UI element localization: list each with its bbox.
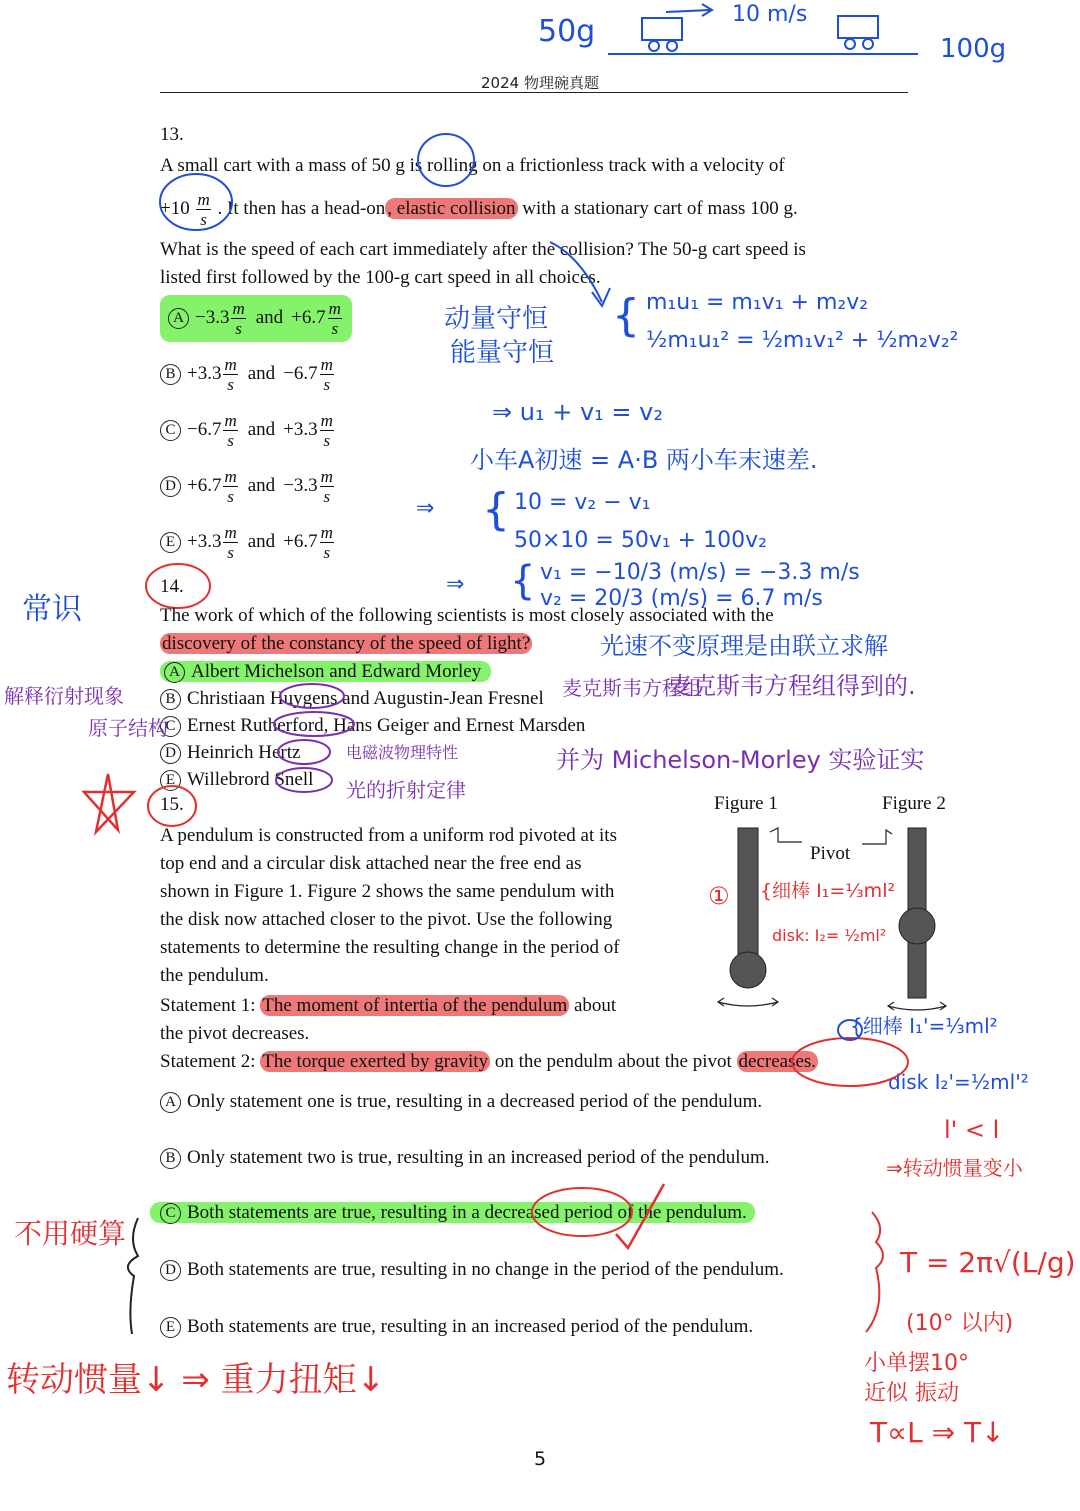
note-disk2: disk I₂'=½ml'² — [888, 1070, 1029, 1094]
note-disk1: disk: I₂= ½ml² — [772, 926, 887, 945]
q13-line2-post: with a stationary cart of mass 100 g. — [517, 197, 798, 219]
q14-line2-wrap — [160, 630, 532, 657]
q15-statement1-line2: the pivot decreases. — [160, 1023, 310, 1044]
note-eq7: v₂ = 20/3 (m/s) = 6.7 m/s — [540, 586, 823, 611]
note-brace: { — [612, 290, 640, 341]
note-implies: ⇒ — [416, 496, 435, 521]
note-rod2: {细棒 I₁'=⅓ml² — [850, 1014, 998, 1038]
q13-option-a[interactable]: A −3.3 $\frac{m}{s}$ and +6.7 $\frac{m}{s}$ — [160, 292, 352, 344]
q13-line2-mid: . It then has a head-on — [217, 197, 386, 219]
note-eq1: m₁u₁ = m₁v₁ + m₂v₂ — [646, 290, 869, 315]
q13-line4: listed first followed by the 100-g cart speed in all choices. — [160, 267, 601, 288]
note-eq6: v₁ = −10/3 (m/s) = −3.3 m/s — [540, 560, 860, 585]
q13-option-d[interactable]: D +6.7 $\frac{m}{s}$ and −3.3 $\frac{m}{s}$ — [160, 460, 336, 512]
figure1-label: Figure 1 — [714, 793, 778, 814]
note-right-bracket-icon — [860, 1208, 900, 1338]
note-eq5: 50×10 = 50v₁ + 100v₂ — [514, 528, 767, 553]
note-eq3: ⇒ u₁ + v₁ = v₂ — [492, 398, 663, 426]
note-implies2: ⇒ — [446, 572, 465, 597]
note-maxwell: 麦克斯韦方程组得到的. — [668, 672, 916, 700]
q13-option-b[interactable]: B +3.3 $\frac{m}{s}$ and −6.7 $\frac{m}{s}$ — [160, 348, 336, 400]
q13-circle-marks — [150, 126, 490, 236]
note-initial-speed: 小车A初速 = A·B 两小车末速差. — [470, 446, 818, 474]
q13-option-e[interactable]: E +3.3 $\frac{m}{s}$ and +6.7 $\frac{m}{s}$ — [160, 516, 336, 568]
q14-line1: The work of which of the following scientists is most closely associated with the — [160, 605, 774, 626]
note-no-calc: 不用硬算 — [14, 1217, 127, 1250]
pivot-label: Pivot — [810, 843, 851, 864]
q15-paragraph: A pendulum is constructed from a uniform rod pivoted at its top end and a circular disk attached near the free end as shown in Figure 1. Figure 2 shows the same pendulum with the disk now attached closer to the pivot. Use the following statements to determine the resulting change in the period of the pendulum. — [160, 825, 620, 986]
q14-option-a[interactable]: A Albert Michelson and Edward Morley — [160, 658, 491, 685]
note-bottom-conclusion: 转动惯量↓ ⇒ 重力扭矩↓ — [6, 1360, 386, 1400]
note-common-sense: 常识 — [22, 592, 82, 627]
q15-option-d[interactable]: D Both statements are true, resulting in no change in the period of the pendulum. — [160, 1256, 784, 1283]
note-snell: 光的折射定律 — [346, 778, 466, 802]
q14-option-e[interactable]: E Willebrord Snell — [160, 766, 313, 793]
figure2-label: Figure 2 — [882, 793, 946, 814]
pendulum-figures — [700, 818, 960, 1018]
q15-option-e[interactable]: E Both statements are true, resulting in an increased period of the pendulum. — [160, 1313, 753, 1340]
note-one: ① — [708, 882, 730, 910]
page-header: 2024 物理碗真题 — [481, 74, 599, 92]
q14-highlight-light: discovery of the constancy of the speed of light? — [162, 633, 531, 654]
q14-option-c[interactable]: C Ernest Rutherford, Hans Geiger and Ernest Marsden — [160, 712, 585, 739]
q14-option-d[interactable]: D Heinrich Hertz — [160, 739, 300, 766]
q15-number: 15. — [160, 794, 184, 815]
q13-number: 13. — [160, 124, 184, 145]
note-eq2: ½m₁u₁² = ½m₁v₁² + ½m₂v₂² — [646, 328, 959, 353]
note-within-10: (10° 以内) — [906, 1311, 1014, 1336]
note-hertz: 电磁波物理特性 — [346, 743, 459, 762]
note-velocity: 10 m/s — [732, 2, 808, 27]
note-energy: 能量守恒 — [450, 338, 555, 368]
page-number: 5 — [533, 1448, 547, 1470]
q13-velocity: +10 — [160, 197, 190, 219]
q14-number: 14. — [160, 576, 184, 597]
note-brace2: { — [482, 484, 510, 535]
note-inertia-decrease: ⇒转动惯量变小 — [886, 1156, 1023, 1180]
note-momentum: 动量守恒 — [444, 304, 549, 334]
note-rutherford: 原子结构 — [88, 716, 168, 740]
note-small-pendulum: 小单摆10° — [864, 1351, 969, 1376]
note-maxwell-label: 麦克斯韦方程组 — [562, 676, 702, 700]
q15-circle-marks — [780, 1016, 920, 1096]
q13-option-c[interactable]: C −6.7 $\frac{m}{s}$ and +3.3 $\frac{m}{s}$ — [160, 404, 336, 456]
q15-option-c[interactable]: C Both statements are true, resulting in a decreased period of the pendulum. — [150, 1199, 755, 1226]
note-rod1: {细棒 I₁=⅓ml² — [760, 880, 896, 902]
q15-statement2: Statement 2: The torque exerted by gravity on the pendulm about the pivot decreases. — [160, 1051, 817, 1072]
note-l-less: l' < l — [944, 1116, 1000, 1144]
note-period-formula: T = 2π√(L/g) — [900, 1246, 1076, 1279]
cart-sketch-icon — [600, 0, 930, 70]
note-mass-100: 100g — [940, 34, 1007, 64]
note-eq4: 10 = v₂ − v₁ — [514, 490, 651, 515]
note-approx: 近似 振动 — [864, 1381, 959, 1406]
note-huygens: 解释衍射现象 — [4, 684, 124, 708]
q15-option-a[interactable]: A Only statement one is true, resulting in a decreased period of the pendulum. — [160, 1088, 762, 1115]
q13-unit: $\frac{m}{s}$ — [197, 190, 210, 229]
note-t-prop: T∝L ⇒ T↓ — [870, 1416, 1005, 1449]
q13-highlight-elastic: , elastic collision — [387, 197, 516, 219]
q15-check-mark — [524, 1176, 674, 1256]
q14-option-b[interactable]: B Christiaan Huygens and Augustin-Jean Fresnel — [160, 685, 544, 712]
note-mass-50: 50g — [538, 14, 596, 49]
q15-statement1: Statement 1: The moment of intertia of the pendulum about — [160, 995, 617, 1016]
note-michelson-morley: 并为 Michelson-Morley 实验证实 — [556, 746, 925, 774]
q15-option-b[interactable]: B Only statement two is true, resulting in an increased period of the pendulum. — [160, 1144, 770, 1171]
header-rule — [160, 92, 908, 93]
note-bracket-icon — [110, 1210, 150, 1340]
q13-line3: What is the speed of each cart immediately after the collision? The 50-g cart speed is — [160, 239, 806, 260]
q13-line1: A small cart with a mass of 50 g is rolling on a frictionless track with a velocity of — [160, 155, 785, 176]
note-light-constancy: 光速不变原理是由联立求解 — [600, 632, 888, 660]
note-brace3: { — [510, 558, 536, 604]
